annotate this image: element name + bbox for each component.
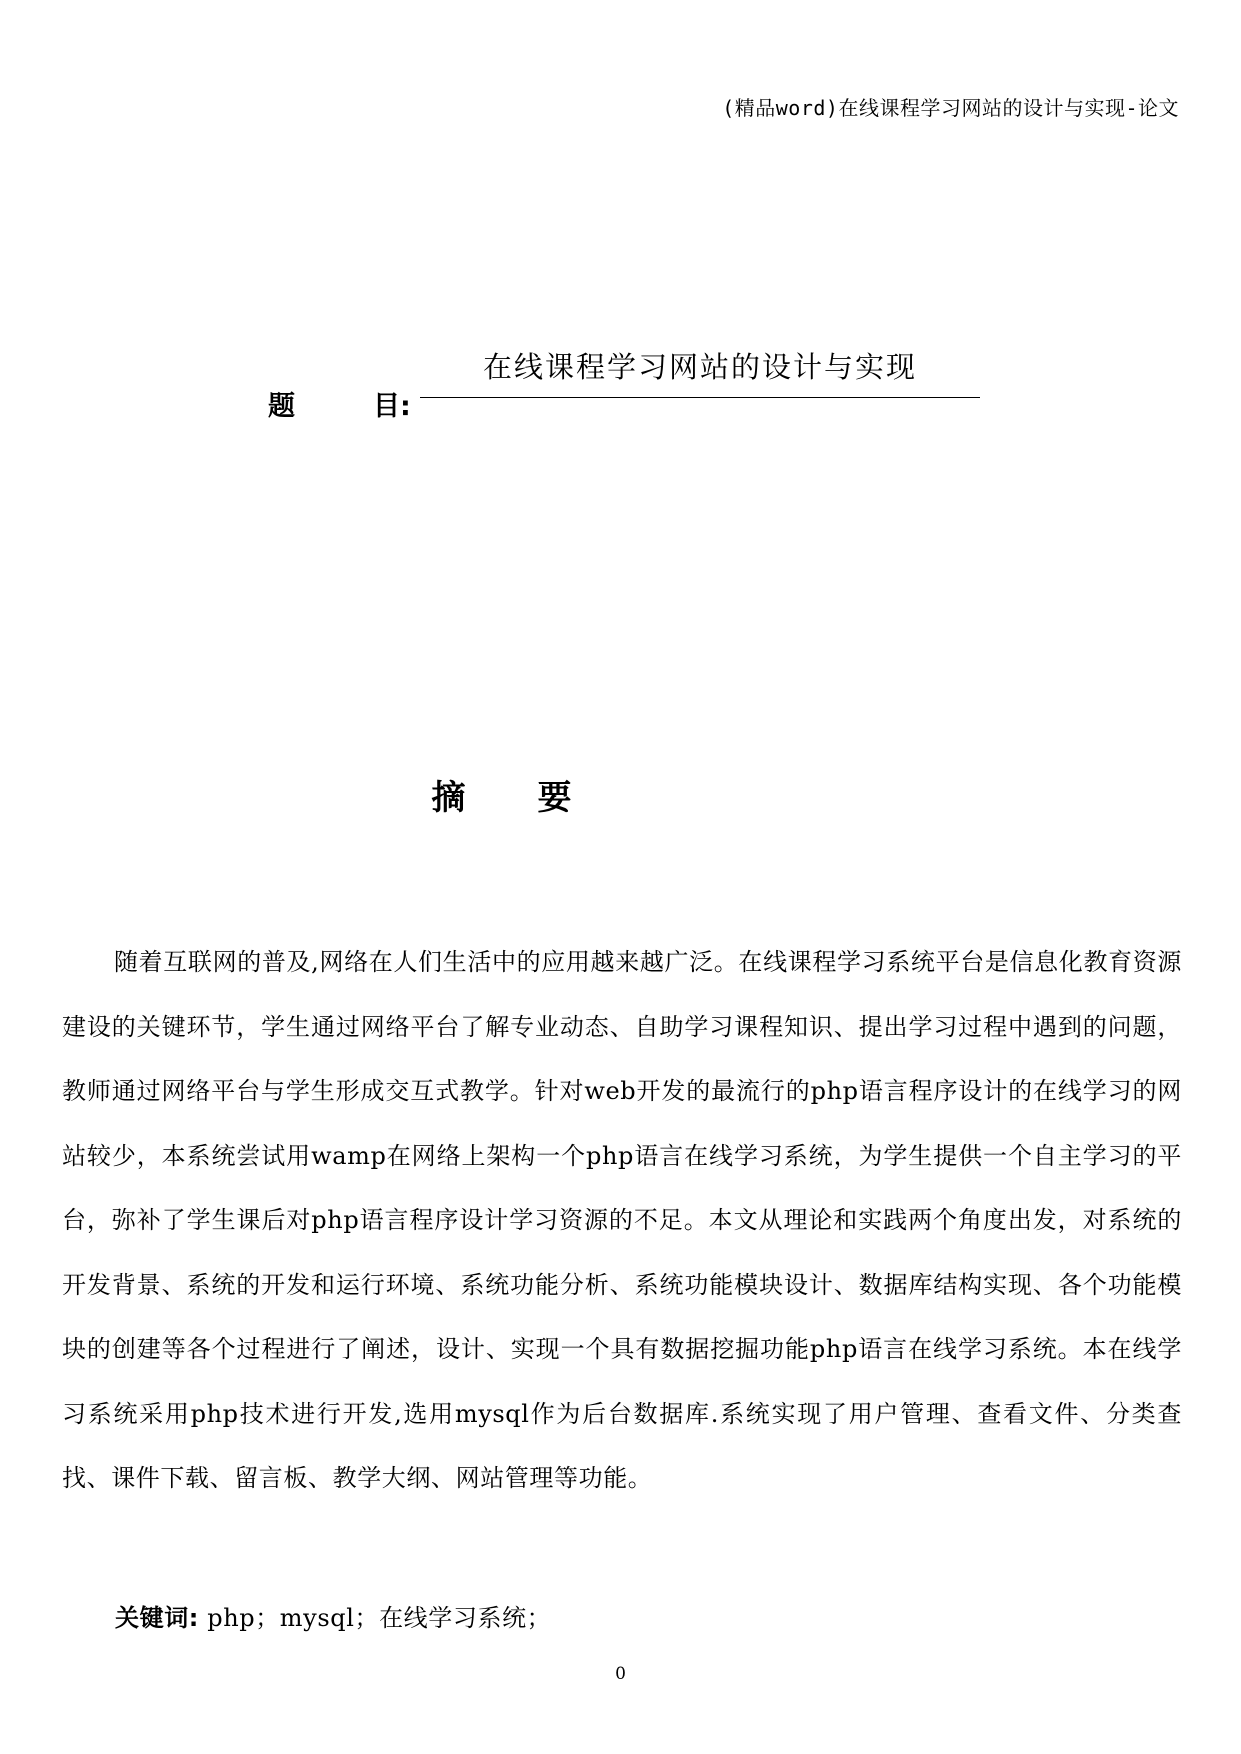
abstract-body: 随着互联网的普及,网络在人们生活中的应用越来越广泛。在线课程学习系统平台是信息化教育资源建设的关键环节，学生通过网络平台了解专业动态、自助学习课程知识、提出学习过程中遇到的问题，教师通过网络平台与学生形成交互式教学。针对web开发的最流行的php语言程序设计的在线学习的网站较少，本系统尝试用wamp在网络上架构一个php语言在线学习系统，为学生提供一个自主学习的平台，弥补了学生课后对php语言程序设计学习资源的不足。本文从理论和实践两个角度出发，对系统的开发背景、系统的开发和运行环境、系统功能分析、系统功能模块设计、数据库结构实现、各个功能模块的创建等各个过程进行了阐述，设计、实现一个具有数据挖掘功能php语言在线学习系统。本在线学习系统采用php技术进行开发,选用mysql作为后台数据库.系统实现了用户管理、查看文件、分类查找、课件下载、留言板、教学大纲、网站管理等功能。: [62, 948, 1182, 1492]
title-label-right: 目:: [373, 391, 411, 422]
title-underline: [420, 397, 980, 398]
abstract-heading: 摘要: [431, 778, 644, 818]
keywords-value: php；mysql；在线学习系统；: [199, 1604, 552, 1632]
title-block: [0, 340, 1241, 420]
page-number: 0: [615, 1664, 626, 1684]
title-label: [268, 384, 411, 423]
keywords-label: 关键词:: [115, 1604, 199, 1632]
running-header: (精品word)在线课程学习网站的设计与实现-论文: [722, 96, 1179, 120]
thesis-title: 在线课程学习网站的设计与实现: [482, 350, 917, 384]
title-label-left: 题: [268, 391, 295, 422]
keywords-line: [115, 1598, 551, 1633]
